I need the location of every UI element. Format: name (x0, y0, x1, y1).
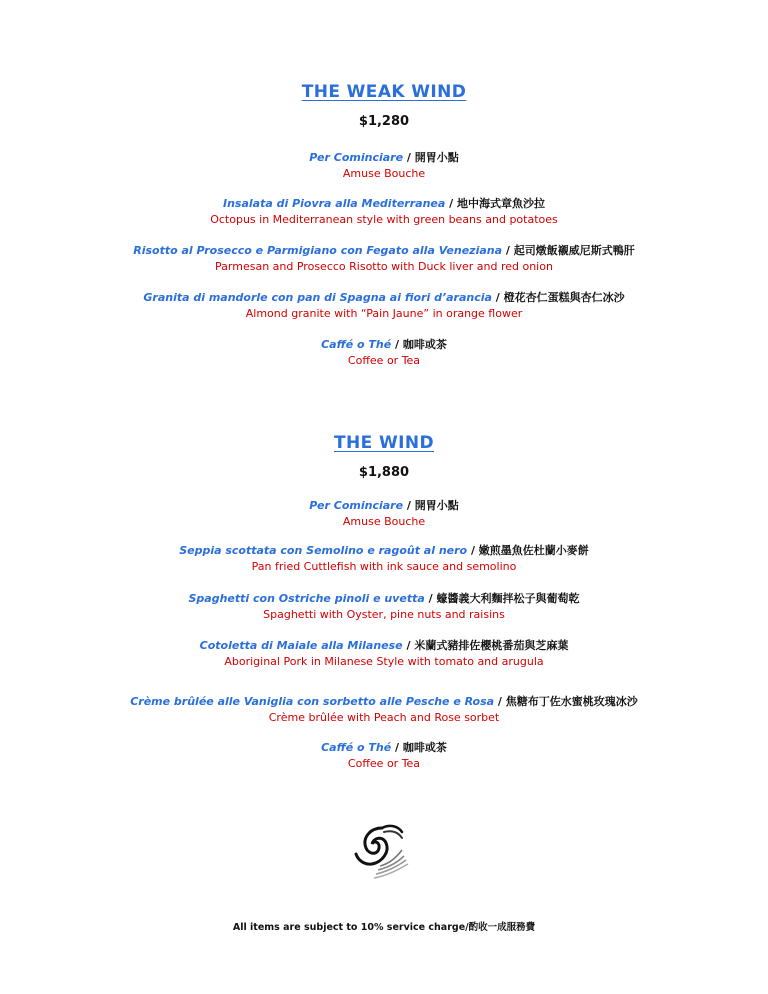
course-item (0, 291, 768, 321)
course-chinese: 嫩煎墨魚佐杜蘭小麥餅 (478, 544, 589, 557)
course-italian: Seppia scottata con Semolino e ragoût al nero (179, 544, 468, 557)
course-italian: Caffé o Thé (321, 338, 396, 351)
course-separator: / (402, 639, 415, 652)
course-item (0, 151, 768, 181)
course-english: Octopus in Mediterranean style with green beans and potatoes (210, 213, 558, 226)
course-chinese: 咖啡或茶 (402, 338, 447, 351)
course-separator: / (467, 544, 479, 557)
course-english: Pan fried Cuttlefish with ink sauce and semolino (251, 560, 517, 573)
course-item (0, 592, 768, 622)
course-separator: / (445, 197, 457, 210)
course-chinese: 地中海式章魚沙拉 (456, 197, 545, 210)
course-chinese: 橙花杏仁蛋糕與杏仁冰沙 (503, 291, 625, 304)
course-separator: / (494, 695, 506, 708)
course-english: Amuse Bouche (342, 515, 426, 528)
course-item (0, 197, 768, 227)
course-english: Parmesan and Prosecco Risotto with Duck liver and red onion (215, 260, 553, 273)
course-italian: Crème brûlée alle Vaniglia con sorbetto alle Pesche e Rosa (130, 695, 495, 708)
service-charge-note: All items are subject to 10% service charge/酌收一成服務費 (232, 922, 536, 933)
course-item (0, 741, 768, 771)
course-chinese: 起司燉飯襯威尼斯式鴨肝 (513, 244, 635, 257)
course-separator: / (403, 499, 415, 512)
course-english: Coffee or Tea (347, 757, 421, 770)
menu-price: $1,880 (358, 465, 410, 480)
course-chinese: 焦糖布丁佐水蜜桃玫瑰冰沙 (505, 695, 638, 708)
menu-weak-wind-header (0, 82, 768, 129)
feather-wing-logo (352, 818, 410, 882)
course-english: Amuse Bouche (342, 167, 426, 180)
menu-price: $1,280 (358, 114, 410, 129)
course-separator: / (502, 244, 514, 257)
course-italian: Risotto al Prosecco e Parmigiano con Fegato alla Veneziana (133, 244, 503, 257)
course-italian: Insalata di Piovra alla Mediterranea (223, 197, 446, 210)
course-chinese: 開胃小點 (414, 151, 459, 164)
menu-wind-header (0, 433, 768, 480)
course-italian: Spaghetti con Ostriche pinoli e uvetta (188, 592, 425, 605)
menu-title: THE WEAK WIND (301, 82, 467, 102)
course-chinese: 咖啡或茶 (402, 741, 447, 754)
course-chinese: 蠔醬義大利麵拌松子與葡萄乾 (436, 592, 580, 605)
course-item (0, 544, 768, 574)
feather-wing-icon (352, 818, 410, 882)
menu-title: THE WIND (334, 433, 434, 453)
course-item (0, 695, 768, 725)
course-english: Crème brûlée with Peach and Rose sorbet (268, 711, 500, 724)
course-separator: / (395, 338, 403, 351)
course-italian: Granita di mandorle con pan di Spagna ai fiori d’arancia (143, 291, 492, 304)
course-item (0, 639, 768, 669)
course-separator: / (403, 151, 415, 164)
course-chinese: 米蘭式豬排佐櫻桃番茄與芝麻葉 (414, 639, 569, 652)
course-italian: Per Cominciare (309, 151, 404, 164)
course-chinese: 開胃小點 (414, 499, 459, 512)
course-separator: / (395, 741, 403, 754)
course-italian: Cotoletta di Maiale alla Milanese (199, 639, 403, 652)
course-separator: / (491, 291, 504, 304)
course-italian: Per Cominciare (309, 499, 404, 512)
course-separator: / (424, 592, 437, 605)
course-english: Almond granite with “Pain Jaune” in orange flower (245, 307, 523, 320)
course-english: Spaghetti with Oyster, pine nuts and raisins (263, 608, 505, 621)
course-english: Coffee or Tea (347, 354, 421, 367)
course-item (0, 338, 768, 368)
course-english: Aboriginal Pork in Milanese Style with tomato and arugula (224, 655, 544, 668)
course-italian: Caffé o Thé (321, 741, 396, 754)
course-item (0, 499, 768, 529)
course-item (0, 244, 768, 274)
